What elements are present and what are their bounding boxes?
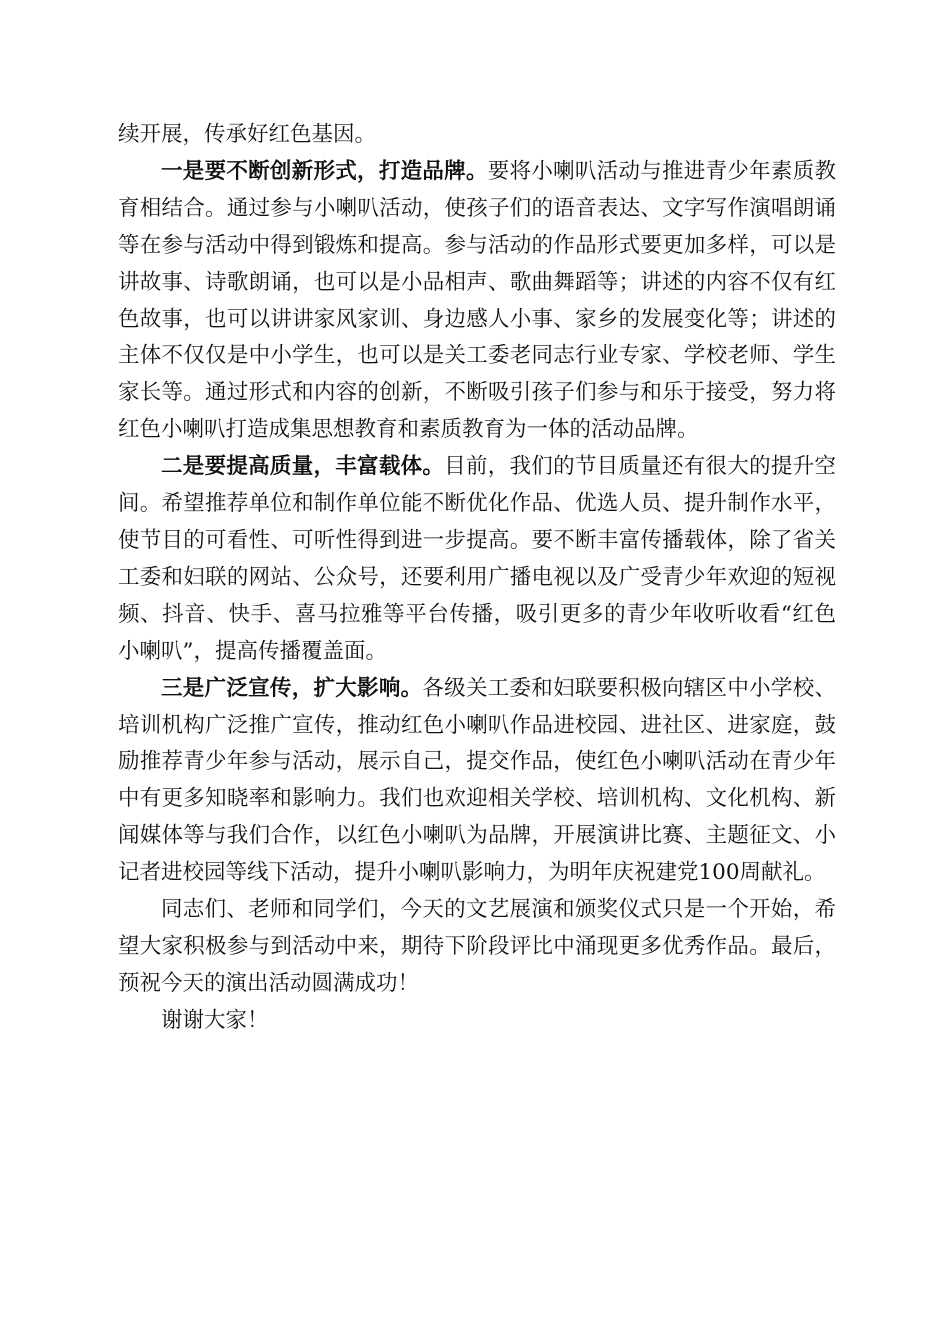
paragraph-text: 同志们、老师和同学们，今天的文艺展演和颁奖仪式只是一个开始，希望大家积极参与到活动中来，期待下阶段评比中涌现更多优秀作品。最后，预祝今天的演出活动圆满成功！	[118, 897, 836, 996]
paragraph-thanks	[118, 1003, 836, 1040]
paragraph-continuation	[118, 117, 836, 154]
paragraph-text: 各级关工委和妇联要积极向辖区中小学校、培训机构广泛推广宣传，推动红色小喇叭作品进校园、进社区、进家庭，鼓励推荐青少年参与活动，展示自己，提交作品，使红色小喇叭活动在青少年中有更多知晓率和影响力。我们也欢迎相关学校、培训机构、文化机构、新闻媒体等与我们合作，以红色小喇叭为品牌，开展演讲比赛、主题征文、小记者进校园等线下活动，提升小喇叭影响力，为明年庆祝建党100周献礼。	[118, 675, 836, 886]
paragraph-text: 谢谢大家！	[161, 1007, 269, 1033]
paragraph-lead: 一是要不断创新形式，打造品牌。	[161, 158, 488, 184]
paragraph-text: 续开展，传承好红色基因。	[118, 122, 377, 147]
paragraph-text: 目前，我们的节目质量还有很大的提升空间。希望推荐单位和制作单位能不断优化作品、优选人员、提升制作水平，使节目的可看性、可听性得到进一步提高。要不断丰富传播载体，除了省关工委和妇联的网站、公众号，还要利用广播电视以及广受青少年欢迎的短视频、抖音、快手、喜马拉雅等平台传播，吸引更多的青少年收听收看“红色小喇叭”，提高传播覆盖面。	[118, 454, 836, 664]
paragraph-closing	[118, 892, 836, 1003]
paragraph-point-two	[118, 449, 836, 670]
paragraph-text: 要将小喇叭活动与推进青少年素质教育相结合。通过参与小喇叭活动，使孩子们的语音表达、文字写作演唱朗诵等在参与活动中得到锻炼和提高。参与活动的作品形式要更加多样，可以是讲故事、诗歌朗诵，也可以是小品相声、歌曲舞蹈等；讲述的内容不仅有红色故事，也可以讲讲家风家训、身边感人小事、家乡的发展变化等；讲述的主体不仅仅是中小学生，也可以是关工委老同志行业专家、学校老师、学生家长等。通过形式和内容的创新，不断吸引孩子们参与和乐于接受，努力将红色小喇叭打造成集思想教育和素质教育为一体的活动品牌。	[118, 158, 836, 443]
paragraph-lead: 三是广泛宣传，扩大影响。	[161, 675, 423, 701]
paragraph-point-one	[118, 154, 836, 449]
document-page	[118, 117, 836, 1040]
paragraph-lead: 二是要提高质量，丰富载体。	[161, 454, 445, 480]
paragraph-point-three	[118, 671, 836, 892]
